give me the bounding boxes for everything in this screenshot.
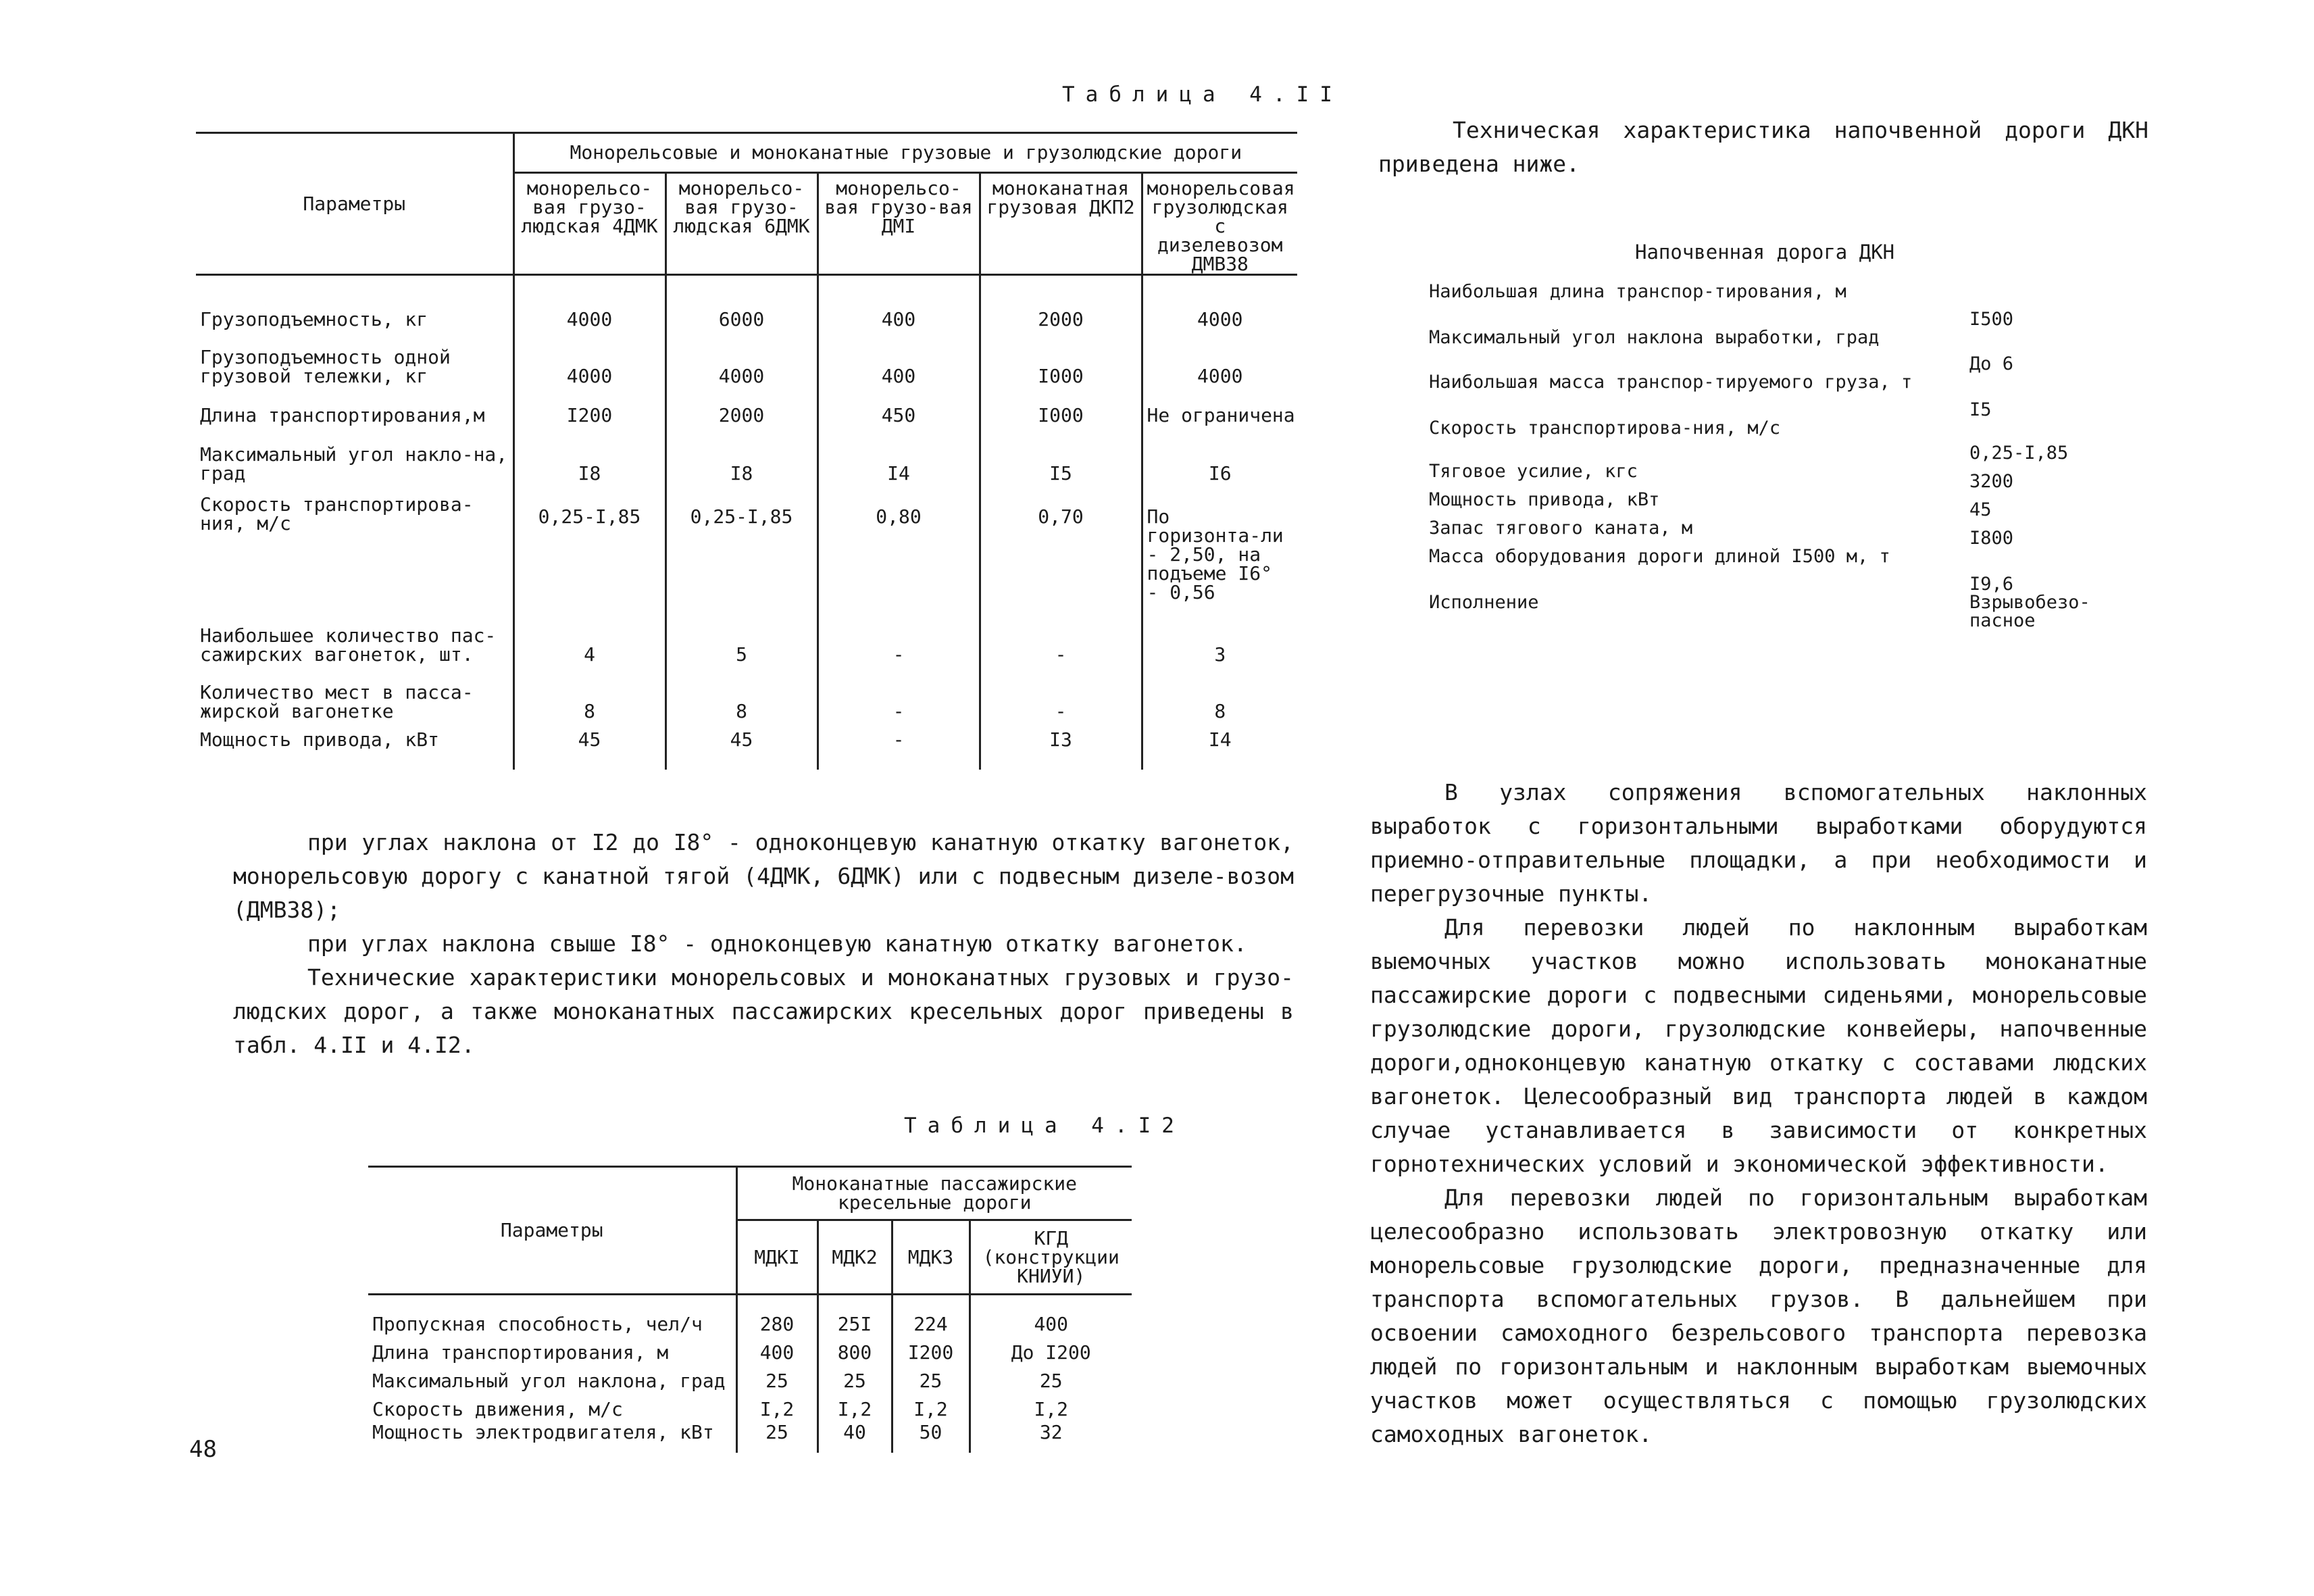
spec-label: Исполнение bbox=[1429, 592, 1539, 613]
cell: 0,25-I,85 bbox=[513, 483, 665, 602]
cell: 6000 bbox=[665, 275, 818, 329]
paragraph: при углах наклона свыше I8° - одноконцевую канатную откатку вагонеток. bbox=[307, 930, 1247, 957]
cell: 4000 bbox=[1142, 329, 1297, 386]
cell: I,2 bbox=[818, 1391, 892, 1419]
cell: I8 bbox=[665, 425, 818, 483]
cell: - bbox=[818, 602, 980, 664]
row-label: Максимальный угол накло-на, град bbox=[200, 443, 508, 484]
cell: I3 bbox=[980, 721, 1142, 770]
spec-value: I9,6 bbox=[1969, 574, 2014, 595]
spec-label: Наибольшая масса транспор-тируемого груза, т bbox=[1429, 372, 1913, 393]
cell: 45 bbox=[513, 721, 665, 770]
column-header: КГД (конструкции КНИУИ) bbox=[970, 1220, 1132, 1295]
column-header: монорельсовая грузолюдская с дизелевозом ДМВ38 bbox=[1142, 173, 1297, 275]
spec-label: Максимальный угол наклона выработки, град bbox=[1429, 327, 1880, 348]
spec-value: I800 bbox=[1969, 528, 2014, 549]
cell: 25 bbox=[970, 1362, 1132, 1391]
row-label: Количество мест в пасса-жирской вагонетке bbox=[200, 680, 474, 722]
row-label: Максимальный угол наклона, град bbox=[372, 1369, 726, 1392]
cell: I200 bbox=[892, 1334, 970, 1362]
spec-value: I500 bbox=[1969, 309, 2014, 330]
cell: По горизонта-ли - 2,50, на подъеме I6° - 0,56 bbox=[1142, 483, 1297, 602]
page-number: 48 bbox=[189, 1436, 217, 1463]
column-header: моноканатная грузовая ДКП2 bbox=[980, 173, 1142, 275]
cell: 2000 bbox=[665, 386, 818, 425]
cell: - bbox=[818, 664, 980, 721]
spec-label: Тяговое усилие, кгс bbox=[1429, 461, 1638, 482]
param-header: Параметры bbox=[196, 133, 513, 275]
row-label: Скорость движения, м/с bbox=[372, 1397, 623, 1420]
cell: 25 bbox=[736, 1419, 818, 1453]
spec-value: Взрывобезо-пасное bbox=[1969, 592, 2090, 631]
column-header: монорельсо-вая грузо-вая ДМI bbox=[818, 173, 980, 275]
paragraph: Технические характеристики монорельсовых и моноканатных грузовых и грузо-людских дорог, а также моноканатных пассажирских кресельных дорог приведены в табл. 4.II и 4.I2. bbox=[233, 964, 1294, 1058]
row-label: Пропускная способность, чел/ч bbox=[372, 1312, 703, 1335]
column-header: МДК2 bbox=[818, 1220, 892, 1295]
cell: - bbox=[980, 664, 1142, 721]
cell: 5 bbox=[665, 602, 818, 664]
cell: 4000 bbox=[665, 329, 818, 386]
cell: I200 bbox=[513, 386, 665, 425]
cell: 4000 bbox=[513, 329, 665, 386]
cell: 8 bbox=[513, 664, 665, 721]
table-4-11 bbox=[196, 132, 1297, 770]
cell: 25 bbox=[818, 1362, 892, 1391]
table-4-11-caption: Таблица 4.II bbox=[1062, 82, 1343, 107]
cell: 0,80 bbox=[818, 483, 980, 602]
cell: 4000 bbox=[1142, 275, 1297, 329]
row-label: Скорость транспортирова-ния, м/с bbox=[200, 493, 474, 534]
cell: I000 bbox=[980, 386, 1142, 425]
cell: I8 bbox=[513, 425, 665, 483]
spec-value: 0,25-I,85 bbox=[1969, 443, 2069, 464]
table-4-12-caption: Таблица 4.I2 bbox=[904, 1114, 1185, 1138]
paragraph: Для перевозки людей по горизонтальным выработкам целесообразно использовать электровозную откатку или монорельсовые грузолюдские дороги, предназначенные для транспорта вспомогательных грузов. В дальнейшем при освоении самоходного безрельсового транспорта перевозка людей по горизонтальным и наклонным выработкам выемочных участков может осуществляться с помощью грузолюдских самоходных вагонеток. bbox=[1370, 1184, 2147, 1447]
group-header: Моноканатные пассажирские кресельные дороги bbox=[736, 1167, 1132, 1220]
row-label: Длина транспортирования, м bbox=[372, 1341, 669, 1364]
cell: I,2 bbox=[892, 1391, 970, 1419]
row-label: Грузоподъемность, кг bbox=[200, 307, 428, 330]
table-4-12 bbox=[368, 1166, 1132, 1453]
cell: 8 bbox=[1142, 664, 1297, 721]
cell: 450 bbox=[818, 386, 980, 425]
right-intro bbox=[1378, 114, 2148, 181]
cell: I4 bbox=[818, 425, 980, 483]
cell: - bbox=[980, 602, 1142, 664]
row-label: Длина транспортирования,м bbox=[200, 403, 485, 426]
cell: 400 bbox=[970, 1295, 1132, 1334]
cell: 32 bbox=[970, 1419, 1132, 1453]
spec-label: Запас тягового каната, м bbox=[1429, 518, 1693, 539]
row-label: Грузоподъемность одной грузовой тележки, кг bbox=[200, 345, 451, 387]
cell: 224 bbox=[892, 1295, 970, 1334]
cell: 45 bbox=[665, 721, 818, 770]
cell: 4000 bbox=[513, 275, 665, 329]
cell: I6 bbox=[1142, 425, 1297, 483]
cell: Не ограничена bbox=[1142, 386, 1297, 425]
dkn-spec-table bbox=[1429, 282, 2152, 634]
paragraph: при углах наклона от I2 до I8° - одноконцевую канатную откатку вагонеток, монорельсовую дорогу с канатной тягой (4ДМК, 6ДМК) или с подвесным дизеле-возом (ДМВ38); bbox=[233, 829, 1294, 923]
cell: 400 bbox=[736, 1334, 818, 1362]
cell: 400 bbox=[818, 329, 980, 386]
cell: 25I bbox=[818, 1295, 892, 1334]
spec-value: I5 bbox=[1969, 399, 1992, 420]
paragraph: Техническая характеристика напочвенной дороги ДКН приведена ниже. bbox=[1378, 117, 2148, 177]
column-header: МДКI bbox=[736, 1220, 818, 1295]
spec-value: 3200 bbox=[1969, 471, 2014, 492]
cell: 0,25-I,85 bbox=[665, 483, 818, 602]
cell: 8 bbox=[665, 664, 818, 721]
row-label: Наибольшее количество пас-сажирских вагонеток, шт. bbox=[200, 624, 497, 666]
param-header: Параметры bbox=[368, 1167, 736, 1295]
spec-label: Масса оборудования дороги длиной I500 м, т bbox=[1429, 546, 1890, 567]
cell: 2000 bbox=[980, 275, 1142, 329]
left-text bbox=[233, 826, 1294, 1062]
cell: I4 bbox=[1142, 721, 1297, 770]
cell: До I200 bbox=[970, 1334, 1132, 1362]
cell: I000 bbox=[980, 329, 1142, 386]
cell: 4 bbox=[513, 602, 665, 664]
cell: I5 bbox=[980, 425, 1142, 483]
cell: 400 bbox=[818, 275, 980, 329]
cell: 25 bbox=[892, 1362, 970, 1391]
spec-label: Скорость транспортирова-ния, м/с bbox=[1429, 418, 1781, 439]
cell: 50 bbox=[892, 1419, 970, 1453]
cell: - bbox=[818, 721, 980, 770]
row-label: Мощность привода, кВт bbox=[200, 728, 440, 751]
dkn-title: Напочвенная дорога ДКН bbox=[1635, 241, 1895, 264]
paragraph: Для перевозки людей по наклонным выработкам выемочных участков можно использовать моноканатные пассажирские дороги с подвесными сиденьями, монорельсовые грузолюдские дороги, грузолюдские конвейеры, напочвенные дороги,одноконцевую канатную откатку с составами людских вагонеток. Целесообразный вид транспорта людей в каждом случае устанавливается в зависимости от конкретных горнотехнических условий и экономической эффективности. bbox=[1370, 914, 2147, 1177]
cell: 3 bbox=[1142, 602, 1297, 664]
spec-value: 45 bbox=[1969, 499, 1992, 520]
cell: 280 bbox=[736, 1295, 818, 1334]
column-header: монорельсо-вая грузо-людская 4ДМК bbox=[513, 173, 665, 275]
group-header: Монорельсовые и моноканатные грузовые и грузолюдские дороги bbox=[513, 133, 1297, 173]
spec-value: До 6 bbox=[1969, 353, 2014, 374]
paragraph: В узлах сопряжения вспомогательных наклонных выработок с горизонтальными выработками оборудуются приемно-отправительные площадки, а при необходимости и перегрузочные пункты. bbox=[1370, 779, 2147, 907]
column-header: МДК3 bbox=[892, 1220, 970, 1295]
right-text bbox=[1370, 776, 2147, 1451]
cell: 0,70 bbox=[980, 483, 1142, 602]
cell: I,2 bbox=[970, 1391, 1132, 1419]
spec-label: Наибольшая длина транспор-тирования, м bbox=[1429, 281, 1846, 302]
cell: 800 bbox=[818, 1334, 892, 1362]
cell: 25 bbox=[736, 1362, 818, 1391]
column-header: монорельсо-вая грузо-людская 6ДМК bbox=[665, 173, 818, 275]
row-label: Мощность электродвигателя, кВт bbox=[372, 1420, 714, 1443]
cell: 40 bbox=[818, 1419, 892, 1453]
cell: I,2 bbox=[736, 1391, 818, 1419]
spec-label: Мощность привода, кВт bbox=[1429, 489, 1660, 510]
